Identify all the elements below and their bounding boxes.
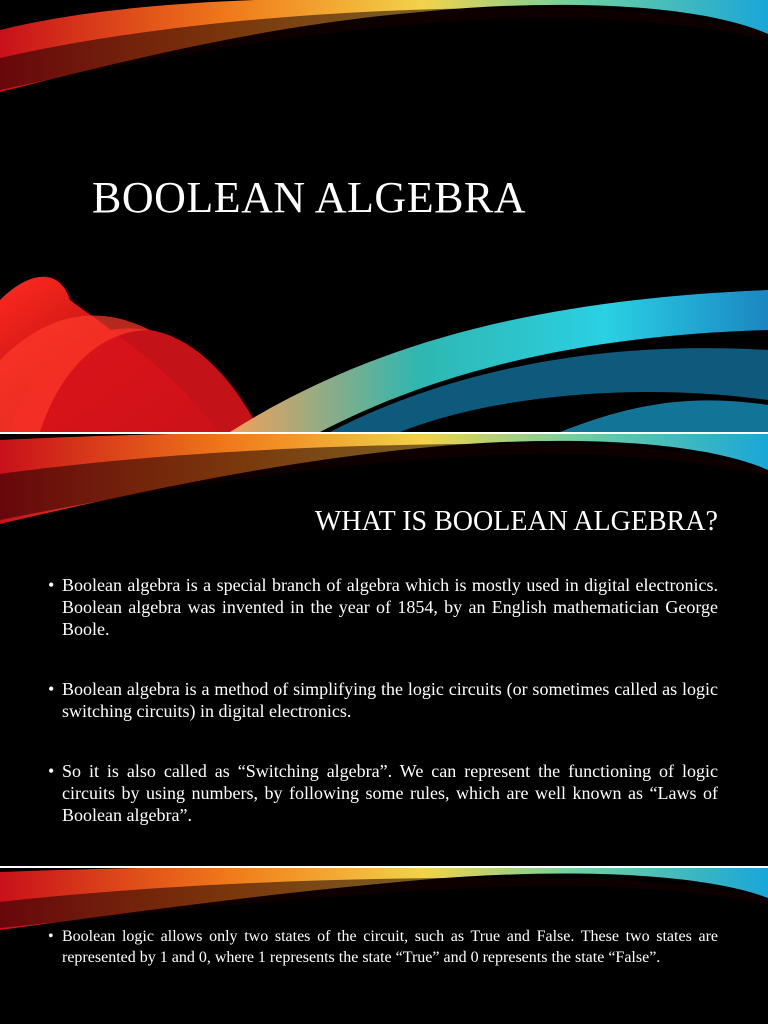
- bullet-glyph: •: [48, 679, 55, 699]
- slide-what-is: [0, 434, 768, 866]
- slide-title-text: BOOLEAN ALGEBRA: [92, 173, 527, 222]
- bullet-list: [46, 574, 718, 864]
- bullet-text: Boolean algebra is a method of simplifying the logic circuits (or sometimes called as logic switching circuits) in digital electronics.: [62, 679, 718, 721]
- bullet-text: Boolean logic allows only two states of the circuit, such as True and False. These two states are represented by 1 and 0, where 1 represents the state “True” and 0 represents the state “False”.: [62, 928, 718, 966]
- list-item: [46, 678, 718, 722]
- bullet-glyph: •: [48, 575, 55, 595]
- slide-heading: WHAT IS BOOLEAN ALGEBRA?: [314, 506, 718, 537]
- slide-title: [0, 0, 768, 432]
- bullet-text: Boolean algebra is a special branch of algebra which is mostly used in digital electronics. Boolean algebra was invented in the year of 1854, by an English mathematician George Boole.: [62, 575, 718, 639]
- bullet-list: [46, 926, 718, 968]
- bullet-glyph: •: [48, 761, 55, 781]
- list-item: [46, 926, 718, 968]
- bullet-text: So it is also called as “Switching algebra”. We can represent the functioning of logic circuits by using numbers, by following some rules, which are well known as “Laws of Boolean algebra”.: [62, 761, 718, 825]
- bullet-glyph: •: [48, 928, 54, 945]
- slide-logic-states: [0, 868, 768, 1024]
- list-item: [46, 574, 718, 640]
- list-item: [46, 760, 718, 826]
